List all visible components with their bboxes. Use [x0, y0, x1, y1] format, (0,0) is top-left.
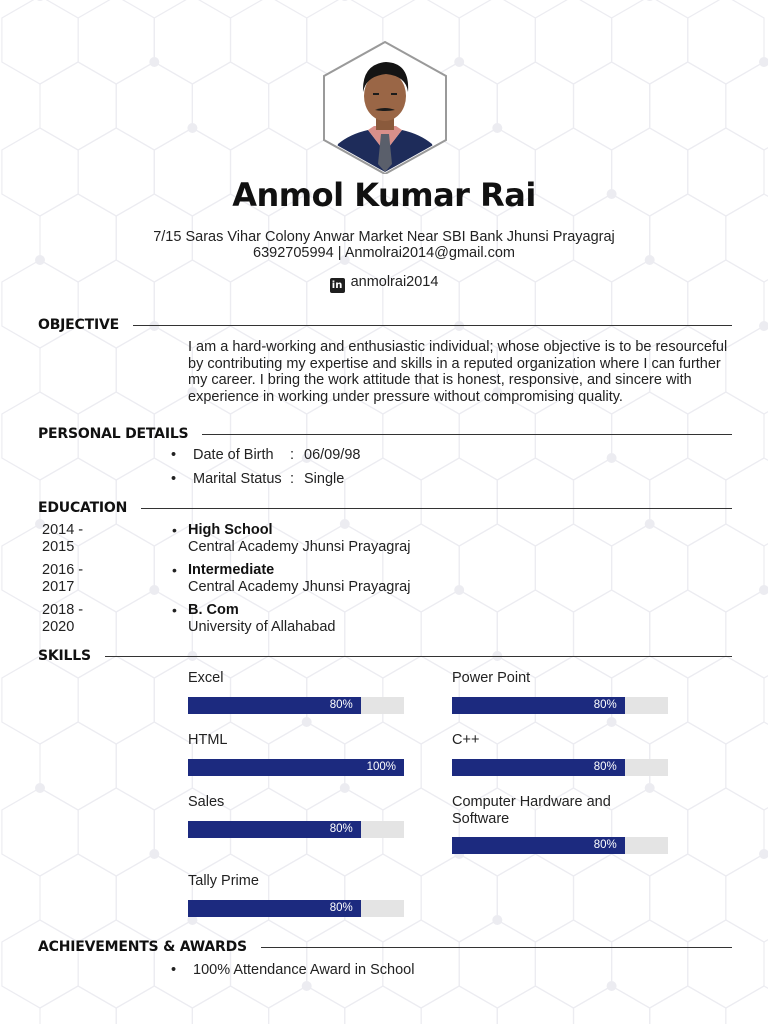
bullet: • [171, 447, 177, 463]
skill-item [452, 794, 652, 851]
skill-name: C++ [452, 732, 480, 748]
skill-item [188, 670, 404, 711]
education-school: Central Academy Jhunsi Prayagraj [188, 579, 411, 595]
bullet: • [171, 471, 177, 487]
year-start: 2014 - [42, 522, 84, 538]
education-level: High School [188, 522, 273, 538]
list-item [171, 471, 344, 487]
skill-progress-bar [188, 759, 404, 776]
detail-separator: : [290, 447, 295, 463]
skill-progress-fill [452, 837, 625, 854]
skill-progress-bar [188, 900, 404, 917]
skill-percent: 80% [329, 823, 353, 835]
education-school: Central Academy Jhunsi Prayagraj [188, 539, 411, 555]
skill-percent: 80% [593, 839, 617, 851]
education-level: B. Com [188, 602, 239, 618]
skill-progress-fill [188, 697, 361, 714]
year-end: 2017 [42, 578, 75, 595]
bullet: • [172, 522, 177, 538]
section-divider [105, 656, 732, 657]
skill-name: HTML [188, 732, 228, 748]
detail-separator: : [290, 471, 295, 487]
detail-value: 06/09/98 [304, 447, 361, 463]
bullet: • [171, 962, 177, 978]
bullet: • [172, 562, 177, 578]
section-divider [133, 325, 732, 326]
avatar [320, 40, 450, 174]
skill-progress-fill [188, 759, 404, 776]
address: 7/15 Saras Vihar Colony Anwar Market Near SBI Bank Jhunsi Prayagraj [153, 229, 615, 245]
year-start: 2016 - [42, 562, 84, 578]
skill-progress-bar [452, 759, 668, 776]
objective-text: I am a hard-working and enthusiastic individual; whose objective is to be resourceful by contributing my expertise and skills in a reputed organization where I can further my career. I bring the work attitude that is honest, responsive, and sincere with experience in working under pressure without compromising quality. [188, 339, 728, 405]
section-title: SKILLS [38, 648, 91, 664]
linkedin-line [0, 274, 768, 293]
skill-progress-fill [452, 697, 625, 714]
skill-percent: 80% [593, 761, 617, 773]
education-level: Intermediate [188, 562, 275, 578]
skill-name: Power Point [452, 670, 531, 686]
skill-item [452, 670, 668, 711]
skill-progress-fill [452, 759, 625, 776]
year-end: 2015 [42, 538, 75, 555]
year-start: 2018 - [42, 602, 84, 618]
section-title: ACHIEVEMENTS & AWARDS [38, 939, 247, 955]
section-objective [38, 316, 732, 334]
skill-name: Sales [188, 794, 225, 810]
profile-photo [320, 40, 450, 174]
bullet: • [172, 602, 177, 618]
skill-name: Tally Prime [188, 873, 259, 889]
detail-label: Date of Birth [193, 447, 274, 463]
skill-progress-bar [452, 697, 668, 714]
list-item [171, 447, 360, 463]
section-education [38, 499, 732, 517]
section-personal-details [38, 425, 732, 443]
section-divider [141, 508, 732, 509]
skill-name: Computer Hardware and Software [452, 794, 611, 827]
section-divider [202, 434, 732, 435]
education-school: University of Allahabad [188, 619, 336, 635]
achievement-text: 100% Attendance Award in School [193, 962, 415, 978]
section-skills [38, 647, 732, 665]
skill-item [188, 873, 404, 914]
skill-item [188, 732, 404, 773]
skill-percent: 80% [329, 699, 353, 711]
list-item [171, 962, 414, 978]
linkedin-handle[interactable]: anmolrai2014 [350, 274, 439, 290]
contact-separator: | [333, 245, 345, 261]
section-title: PERSONAL DETAILS [38, 426, 189, 442]
skill-percent: 100% [366, 761, 396, 773]
skill-progress-bar [188, 821, 404, 838]
detail-value: Single [304, 471, 345, 487]
skill-progress-fill [188, 900, 361, 917]
skill-progress-fill [188, 821, 361, 838]
skill-item [188, 794, 404, 835]
year-end: 2020 [42, 618, 75, 635]
candidate-name: Anmol Kumar Rai [232, 176, 536, 214]
skill-percent: 80% [329, 902, 353, 914]
skill-percent: 80% [593, 699, 617, 711]
linkedin-icon: in [330, 278, 345, 293]
section-achievements [38, 938, 732, 956]
section-divider [261, 947, 732, 948]
detail-label: Marital Status [193, 471, 282, 487]
skill-item [452, 732, 668, 773]
email-address[interactable]: Anmolrai2014@gmail.com [344, 245, 515, 261]
contact-line [0, 245, 768, 261]
skill-progress-bar [452, 837, 668, 854]
education-years [42, 522, 102, 555]
education-years [42, 602, 102, 635]
section-title: OBJECTIVE [38, 317, 119, 333]
phone-number: 6392705994 [253, 245, 334, 261]
skill-progress-bar [188, 697, 404, 714]
education-years [42, 562, 102, 595]
section-title: EDUCATION [38, 500, 128, 516]
skill-name: Excel [188, 670, 224, 686]
